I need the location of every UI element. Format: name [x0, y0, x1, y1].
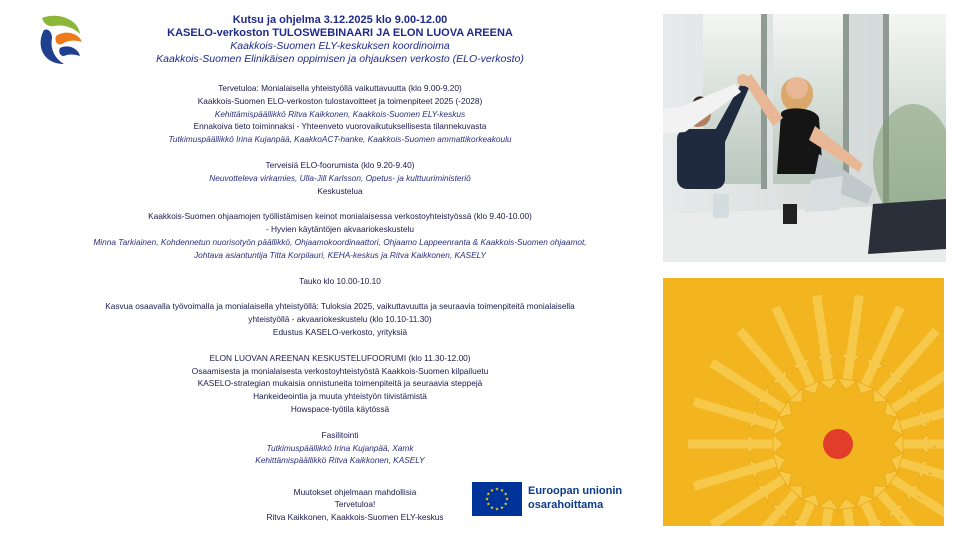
program-line: Fasilitointi: [321, 429, 359, 440]
program-spacer: [20, 339, 660, 352]
footer-welcome: Tervetuloa!: [334, 499, 376, 510]
event-title: KASELO-verkoston TULOSWEBINAARI JA ELON LUOVA AREENA: [167, 27, 513, 39]
program-list: [20, 82, 660, 467]
eu-logo-text: [528, 485, 622, 512]
program-line: Edustus KASELO-verkosto, yrityksiä: [272, 326, 408, 337]
program-line: Keskustelua: [317, 185, 363, 196]
program-line: Minna Tarkiainen, Kohdennetun nuorisotyön päällikkö, Ohjaamokoordinaattori, Ohjaamo Lappeenranta & Kaakkois-Suomen ohjaamot,: [93, 236, 587, 247]
program-spacer: [20, 416, 660, 429]
eu-logo-line1: Euroopan unionin: [528, 485, 623, 497]
program-line: Tervetuloa: Monialaisella yhteistyöllä vaikuttavuutta (klo 9.00-9.20): [218, 83, 462, 93]
eu-flag-icon: [472, 482, 522, 516]
footer-signature: Ritva Kaikkonen, Kaakkois-Suomen ELY-keskus: [266, 511, 444, 522]
program-line: - Hyvien käytäntöjen akvaariokeskustelu: [265, 224, 415, 235]
converging-arrows-illustration: [663, 278, 944, 526]
program-spacer: [20, 287, 660, 300]
network-line: Kaakkois-Suomen Elinikäisen oppimisen ja ohjauksen verkosto (ELO-verkosto): [156, 53, 524, 65]
office-high-five-photo: [663, 14, 946, 262]
program-line: ELON LUOVAN AREENAN KESKUSTELUFOORUMI (klo 11.30-12.00): [209, 352, 471, 363]
eu-logo-line2: osarahoittama: [528, 498, 604, 511]
program-line: Kasvua osaavalla työvoimalla ja monialaisella yhteistyöllä: Tuloksia 2025, vaikuttavuutta ja seuraavia toimenpiteitä monialaisella: [105, 301, 575, 312]
program-line: Kaakkois-Suomen ELO-verkoston tulostavoitteet ja toimenpiteet 2025 (-2028): [197, 95, 483, 106]
footer-changes-note: Muutokset ohjelmaan mahdollisia: [293, 487, 417, 497]
program-spacer: [20, 262, 660, 275]
program-line: Johtava asiantuntija Titta Korpilauri, KEHA-keskus ja Ritva Kaikkonen, KASELY: [193, 249, 486, 260]
header: [20, 14, 660, 66]
program-line: KASELO-strategian mukaisia onnistuneita toimenpiteitä ja seuraavia steppejä: [197, 378, 483, 389]
program-line: Kaakkois-Suomen ohjaamojen työllistämisen keinot monialaisessa verkostoyhteistyössä (klo 9.40-10.00): [148, 211, 532, 222]
coordinator-line: Kaakkois-Suomen ELY-keskuksen koordinoima: [230, 40, 450, 52]
program-line: Hankeideointia ja muuta yhteistyön tiivistämistä: [253, 391, 427, 402]
program-line: Terveisiä ELO-foorumista (klo 9.20-9.40): [265, 159, 415, 170]
program-line: yhteistyöllä - akvaariokeskustelu (klo 10.10-11.30): [248, 314, 432, 325]
program-line: Kehittämispäällikkö Ritva Kaikkonen, KASELY: [255, 455, 425, 466]
footer: [230, 486, 480, 523]
program-line: Howspace-työtila käytössä: [290, 403, 390, 414]
program-line: Tutkimuspäällikkö Irina Kujanpää, Xamk: [266, 442, 414, 453]
eu-cofunded-logo: [472, 482, 662, 516]
program-line: Kehittämispäällikkö Ritva Kaikkonen, Kaakkois-Suomen ELY-keskus: [214, 108, 466, 119]
invitation-title: Kutsu ja ohjelma 3.12.2025 klo 9.00-12.00: [232, 14, 448, 26]
program-line: Ennakoiva tieto toiminnaksi - Yhteenveto vuorovaikutuksellisesta tilannekuvasta: [193, 121, 487, 132]
center-dot: [823, 429, 853, 459]
program-line: Tutkimuspäällikkö Irina Kujanpää, KaakkoACT-hanke, Kaakkois-Suomen ammattikorkeakoulu: [168, 134, 512, 145]
program-spacer: [20, 146, 660, 159]
program-spacer: [20, 197, 660, 210]
program-line: Osaamisesta ja monialaisesta verkostoyhteistyöstä Kaakkois-Suomen kilpailuetu: [191, 365, 489, 376]
program-line: Neuvotteleva virkamies, Ulla-Jill Karlsson, Opetus- ja kulttuuriministeriö: [209, 172, 471, 183]
program-line: Tauko klo 10.00-10.10: [299, 275, 381, 286]
